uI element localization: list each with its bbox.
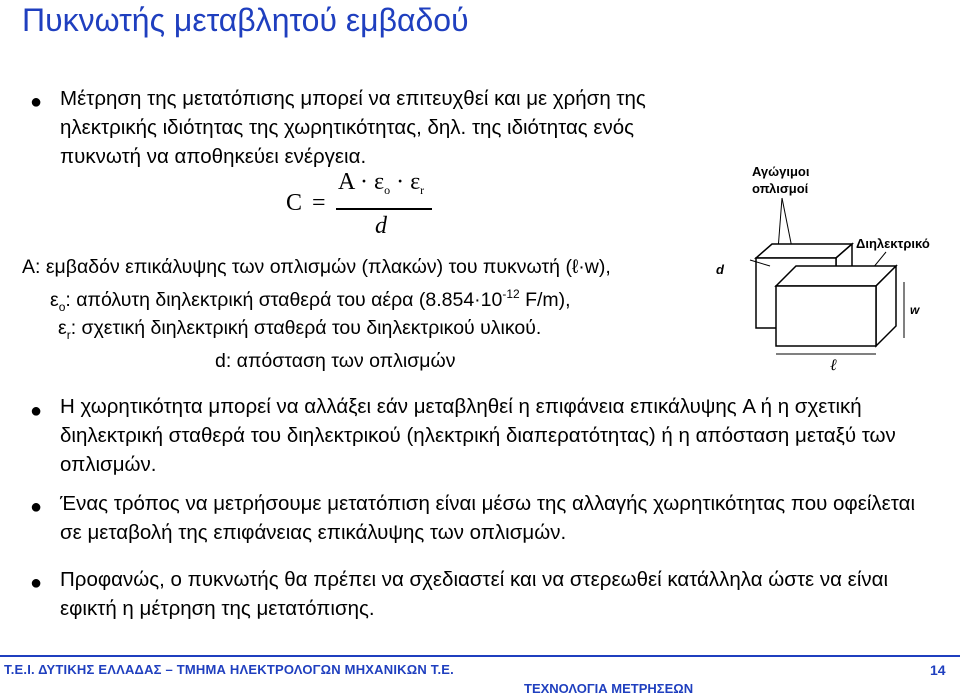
definition-area: A: εμβαδόν επικάλυψης των οπλισμών (πλακών) του πυκνωτή (ℓ·w),	[22, 256, 611, 278]
definition-er: $\varepsilon_r$: σχετική διηλεκτρική σταθερά του διηλεκτρικού υλικού.	[58, 317, 542, 342]
definition-eo: $\varepsilon_o$: απόλυτη διηλεκτρική σταθερά του αέρα ($8.854\cdot 10^{-12}$ F/m),	[50, 287, 571, 314]
footer-divider	[0, 655, 960, 657]
bullet-dot: ●	[30, 496, 43, 518]
label-d: d	[716, 262, 724, 277]
formula-lhs: C	[286, 190, 303, 216]
label-plates-line2: οπλισμοί	[752, 181, 809, 196]
label-l: ℓ	[830, 357, 837, 374]
slide-title: Πυκνωτής μεταβλητού εμβαδού	[22, 2, 469, 38]
label-plates-line1: Αγώγιμοι	[752, 164, 810, 179]
footer-institution: Τ.Ε.Ι. ΔΥΤΙΚΗΣ ΕΛΛΑΔΑΣ – ΤΜΗΜΑ ΗΛΕΚΤΡΟΛΟΓΩΝ ΜΗΧΑΝΙΚΩΝ Τ.Ε.	[4, 662, 454, 677]
page-number: 14	[930, 662, 946, 678]
label-w: w	[910, 303, 920, 317]
bullet-dot: ●	[30, 400, 43, 422]
formula-denominator: d	[375, 213, 387, 239]
bullet-dot: ●	[30, 572, 43, 594]
bullet-3-text: Ένας τρόπος να μετρήσουμε μετατόπιση είναι μέσω της αλλαγής χωρητικότητας που οφείλεται σε μεταβολή της επιφάνειας επικάλυψης των οπλισμών.	[60, 492, 916, 544]
label-dielectric: Διηλεκτρικό	[856, 236, 930, 251]
bullet-2-text: Η χωρητικότητα μπορεί να αλλάξει εάν μεταβληθεί η επιφάνεια επικάλυψης A ή η σχετική διηλεκτρική σταθερά του διηλεκτρικού (ηλεκτρική διαπερατότητας) ή η απόσταση μεταξύ των οπλισμών.	[60, 395, 896, 476]
formula-numerator: $A \cdot \varepsilon_o \cdot \varepsilon_r$	[338, 169, 425, 197]
definition-d: d: απόσταση των οπλισμών	[215, 350, 456, 372]
bullet-4-text: Προφανώς, ο πυκνωτής θα πρέπει να σχεδιαστεί και να στερεωθεί κατάλληλα ώστε να είναι εφικτή η μέτρηση της μετατόπισης.	[60, 568, 889, 620]
bullet-dot: ●	[30, 91, 43, 113]
fraction-bar	[336, 208, 432, 210]
footer-course: ΤΕΧΝΟΛΟΓΙΑ ΜΕΤΡΗΣΕΩΝ	[524, 681, 694, 696]
formula-equals: =	[312, 190, 326, 216]
capacitance-formula	[280, 165, 440, 245]
capacitor-diagram	[690, 162, 960, 382]
bullet-1-text: Μέτρηση της μετατόπισης μπορεί να επιτευχθεί και με χρήση της ηλεκτρικής ιδιότητας της χωρητικότητας, δηλ. της ιδιότητας ενός πυκνωτή να αποθηκεύει ενέργεια.	[60, 87, 646, 168]
